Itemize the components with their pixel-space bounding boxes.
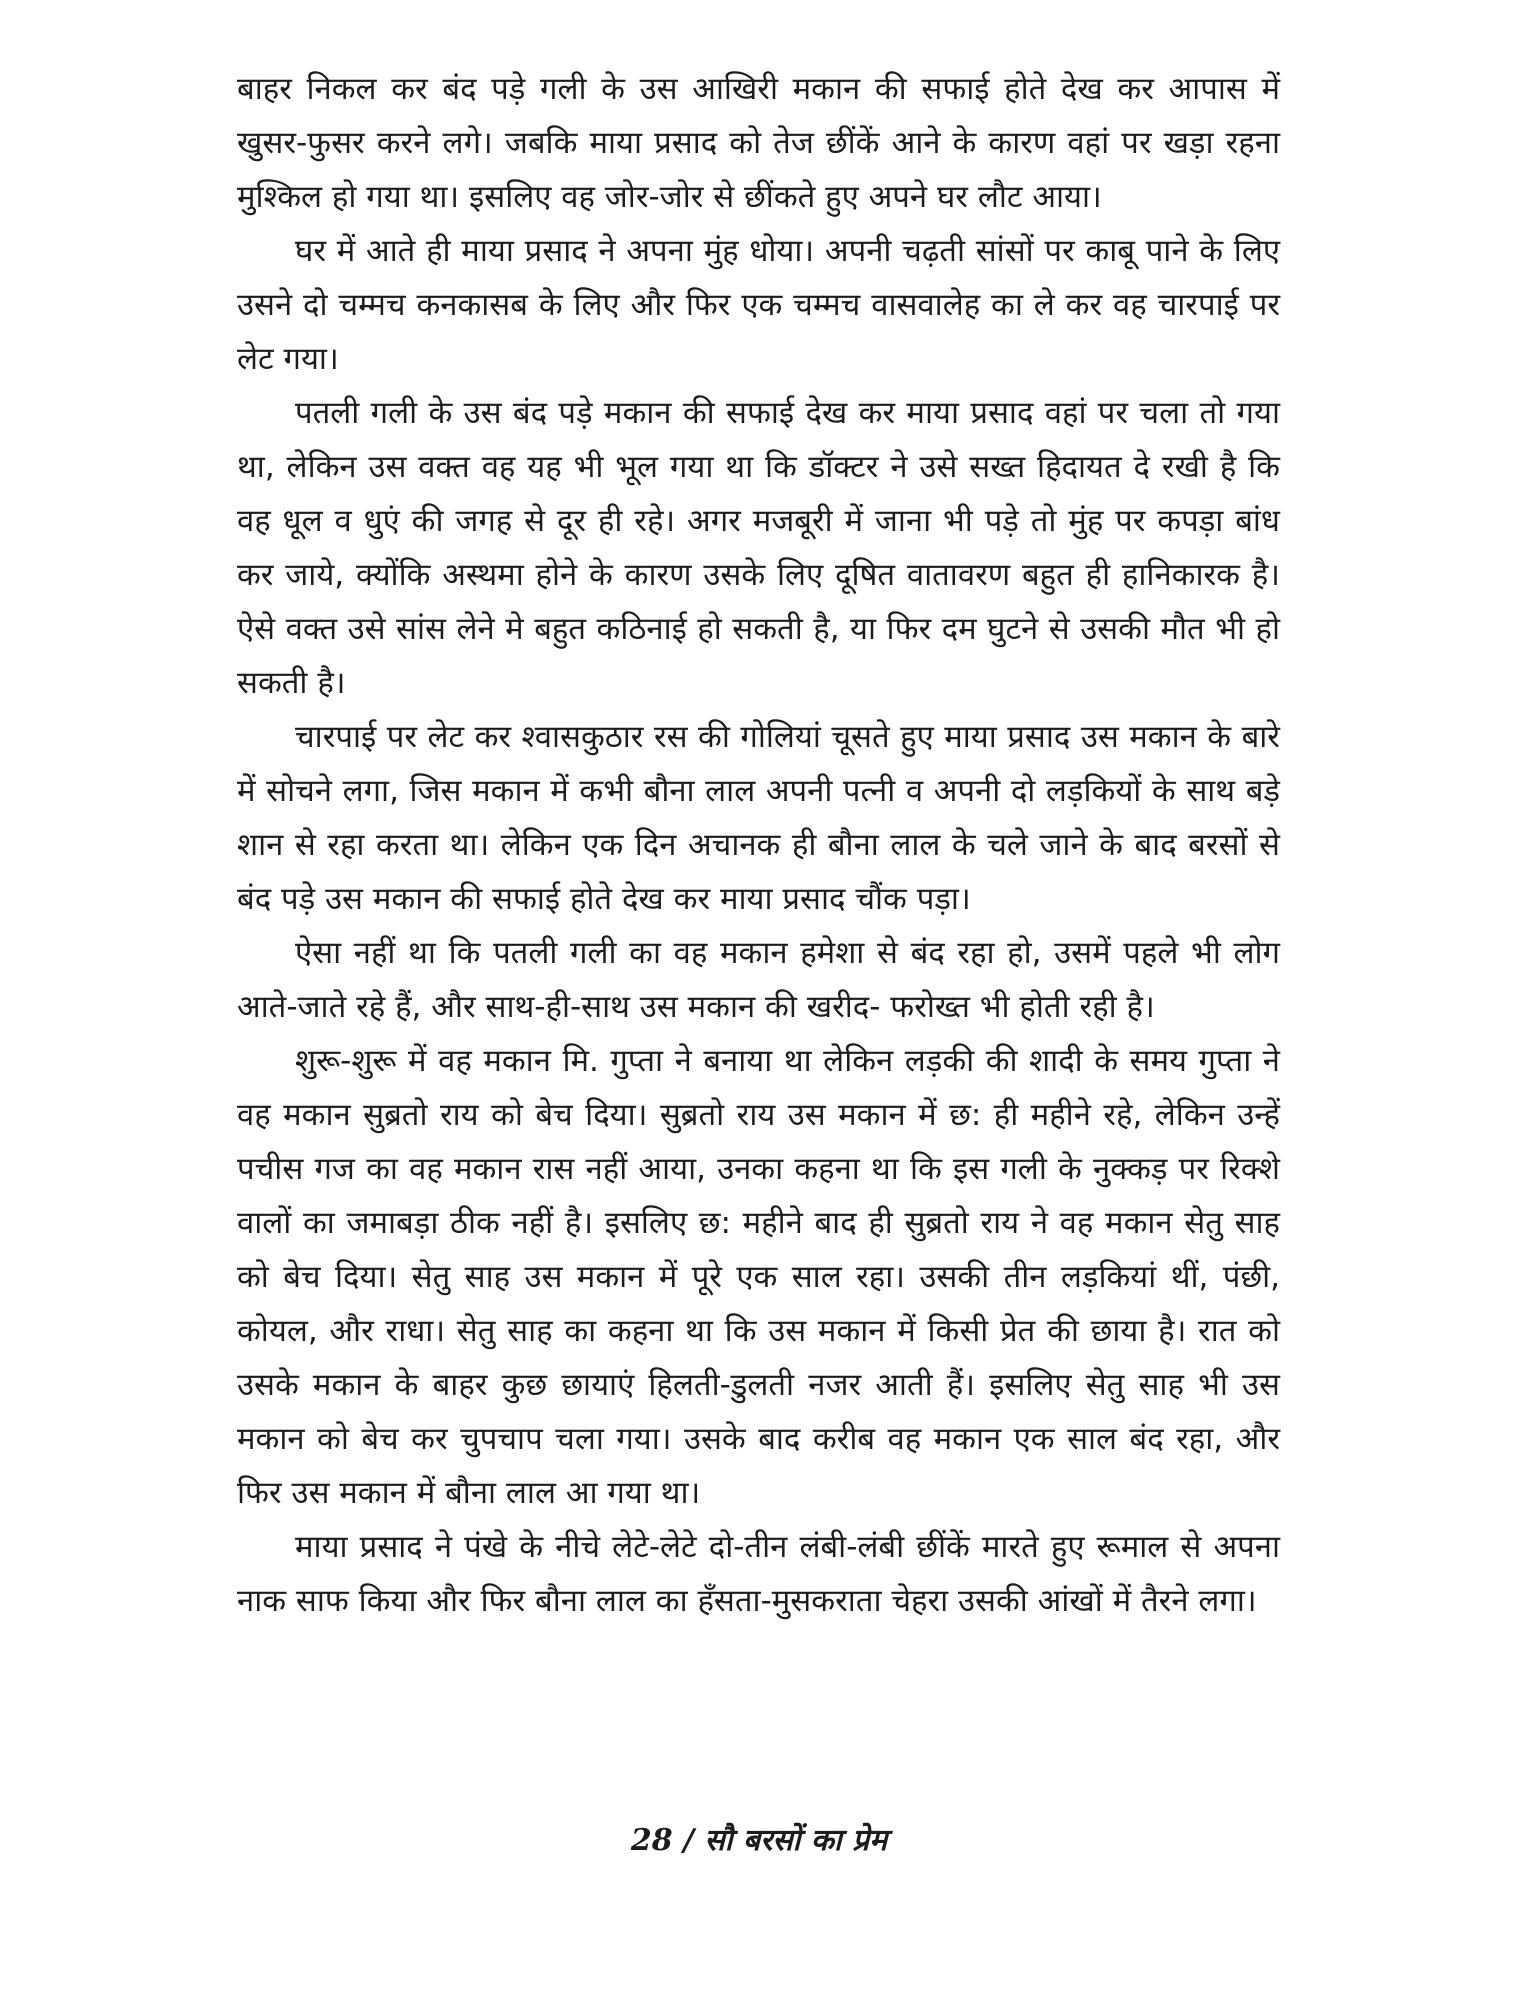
paragraph: पतली गली के उस बंद पड़े मकान की सफाई देख कर माया प्रसाद वहां पर चला तो गया था, लेकिन उस वक्त वह यह भी भूल गया था कि डॉक्टर ने उसे सख्त हिदायत दे रखी है कि वह धूल व धुएं की जगह से दूर ही रहे। अगर मजबूरी में जाना भी पड़े तो मुंह पर कपड़ा बांध कर जाये, क्योंकि अस्थमा होने के कारण उसके लिए दूषित वातावरण बहुत ही हानिकारक है। ऐसे वक्त उसे सांस लेने मे बहुत कठिनाई हो सकती है, या फिर दम घुटने से उसकी मौत भी हो सकती है।: [237, 395, 1280, 701]
paragraph: माया प्रसाद ने पंखे के नीचे लेटे-लेटे दो-तीन लंबी-लंबी छींकें मारते हुए रूमाल से अपना नाक साफ किया और फिर बौना लाल का हँसता-मुसकराता चेहरा उसकी आंखों में तैरने लगा।: [237, 1529, 1280, 1619]
footer-separator: /: [683, 1823, 695, 1858]
paragraph: चारपाई पर लेट कर श्वासकुठार रस की गोलियां चूसते हुए माया प्रसाद उस मकान के बारे में सोचने लगा, जिस मकान में कभी बौना लाल अपनी पत्नी व अपनी दो लड़कियों के साथ बड़े शान से रहा करता था। लेकिन एक दिन अचानक ही बौना लाल के चले जाने के बाद बरसों से बंद पड़े उस मकान की सफाई होते देख कर माया प्रसाद चौंक पड़ा।: [237, 719, 1280, 917]
paragraph: ऐसा नहीं था कि पतली गली का वह मकान हमेशा से बंद रहा हो, उसमें पहले भी लोग आते-जाते रहे हैं, और साथ-ही-साथ उस मकान की खरीद- फरोख्त भी होती रही है।: [237, 935, 1280, 1025]
paragraph: शुरू-शुरू में वह मकान मि. गुप्ता ने बनाया था लेकिन लड़की की शादी के समय गुप्ता ने वह मकान सुब्रतो राय को बेच दिया। सुब्रतो राय उस मकान में छ: ही महीने रहे, लेकिन उन्हें पचीस गज का वह मकान रास नहीं आया, उनका कहना था कि इस गली के नुक्कड़ पर रिक्शे वालों का जमाबड़ा ठीक नहीं है। इसलिए छ: महीने बाद ही सुब्रतो राय ने वह मकान सेतु साह को बेच दिया। सेतु साह उस मकान में पूरे एक साल रहा। उसकी तीन लड़कियां थीं, पंछी, कोयल, और राधा। सेतु साह का कहना था कि उस मकान में किसी प्रेत की छाया है। रात को उसके मकान के बाहर कुछ छायाएं हिलती-डुलती नजर आती हैं। इसलिए सेतु साह भी उस मकान को बेच कर चुपचाप चला गया। उसके बाद करीब वह मकान एक साल बंद रहा, और फिर उस मकान में बौना लाल आ गया था।: [237, 1043, 1280, 1511]
page-number: 28: [630, 1823, 673, 1858]
body-text: [237, 62, 1280, 1628]
paragraph: घर में आते ही माया प्रसाद ने अपना मुंह धोया। अपनी चढ़ती सांसों पर काबू पाने के लिए उसने दो चम्मच कनकासब के लिए और फिर एक चम्मच वासवालेह का ले कर वह चारपाई पर लेट गया।: [237, 233, 1280, 377]
book-title: सौ बरसों का प्रेम: [704, 1823, 888, 1858]
paragraph: बाहर निकल कर बंद पड़े गली के उस आखिरी मकान की सफाई होते देख कर आपास में खुसर-फुसर करने लगे। जबकि माया प्रसाद को तेज छींकें आने के कारण वहां पर खड़ा रहना मुश्किल हो गया था। इसलिए वह जोर-जोर से छींकते हुए अपने घर लौट आया।: [237, 71, 1280, 215]
page-footer: [0, 1818, 1518, 1859]
